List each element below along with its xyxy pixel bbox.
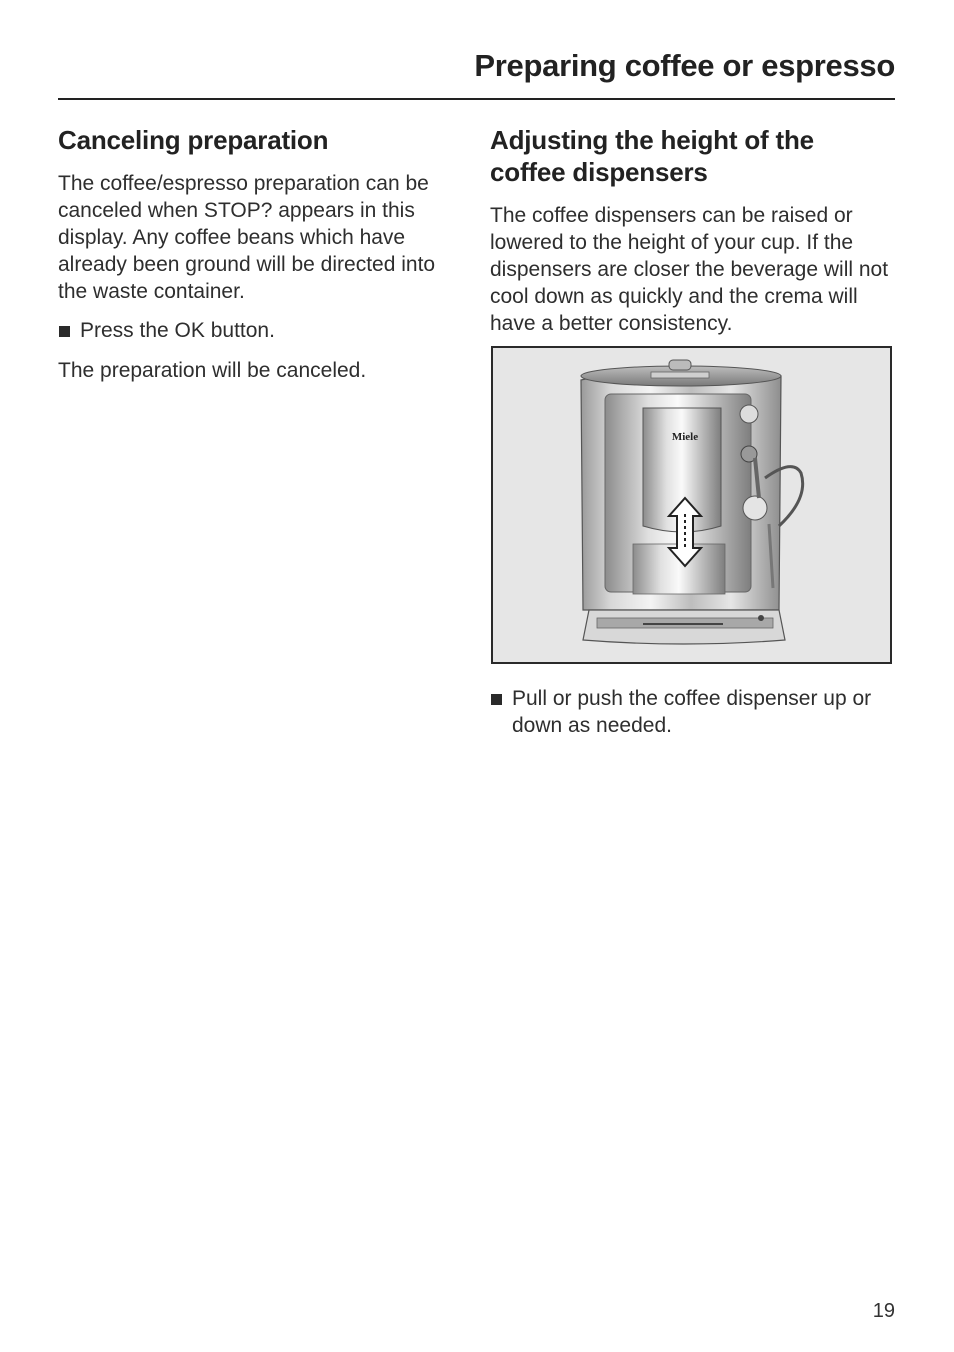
bullet-square-icon — [58, 317, 80, 344]
coffee-machine-figure — [491, 346, 892, 664]
brand-logo: Miele — [671, 431, 699, 443]
heading-line-1: Adjusting the height of the — [490, 125, 814, 155]
result-text: The preparation will be canceled. — [58, 359, 367, 382]
instruction-text: Press the OK button. — [80, 319, 275, 342]
page-number: 19 — [872, 1300, 895, 1322]
header-rule — [58, 98, 895, 100]
bullet-square-icon — [490, 685, 512, 739]
adjusting-paragraph: The coffee dispensers can be raised or lowered to the height of your cup. If the dispensers are closer the beverage will not cool down as quickly and the crema will have a better consistency. — [490, 204, 889, 335]
section-heading-canceling: Canceling preparation — [58, 125, 329, 155]
instruction-bullet — [58, 317, 450, 344]
right-column — [490, 124, 900, 337]
dispenser-instruction-bullet — [490, 685, 895, 739]
heading-line-2: coffee dispensers — [490, 157, 708, 187]
page-title: Preparing coffee or espresso — [474, 48, 895, 83]
dispenser-instruction-text: Pull or push the coffee dispenser up or down as needed. — [512, 687, 872, 737]
canceling-paragraph: The coffee/espresso preparation can be canceled when STOP? appears in this display. Any coffee beans which have already been ground will be directed into the waste container. — [58, 172, 436, 303]
left-column — [58, 124, 450, 384]
coffee-machine-icon — [493, 348, 890, 662]
section-heading-adjusting — [490, 124, 900, 188]
